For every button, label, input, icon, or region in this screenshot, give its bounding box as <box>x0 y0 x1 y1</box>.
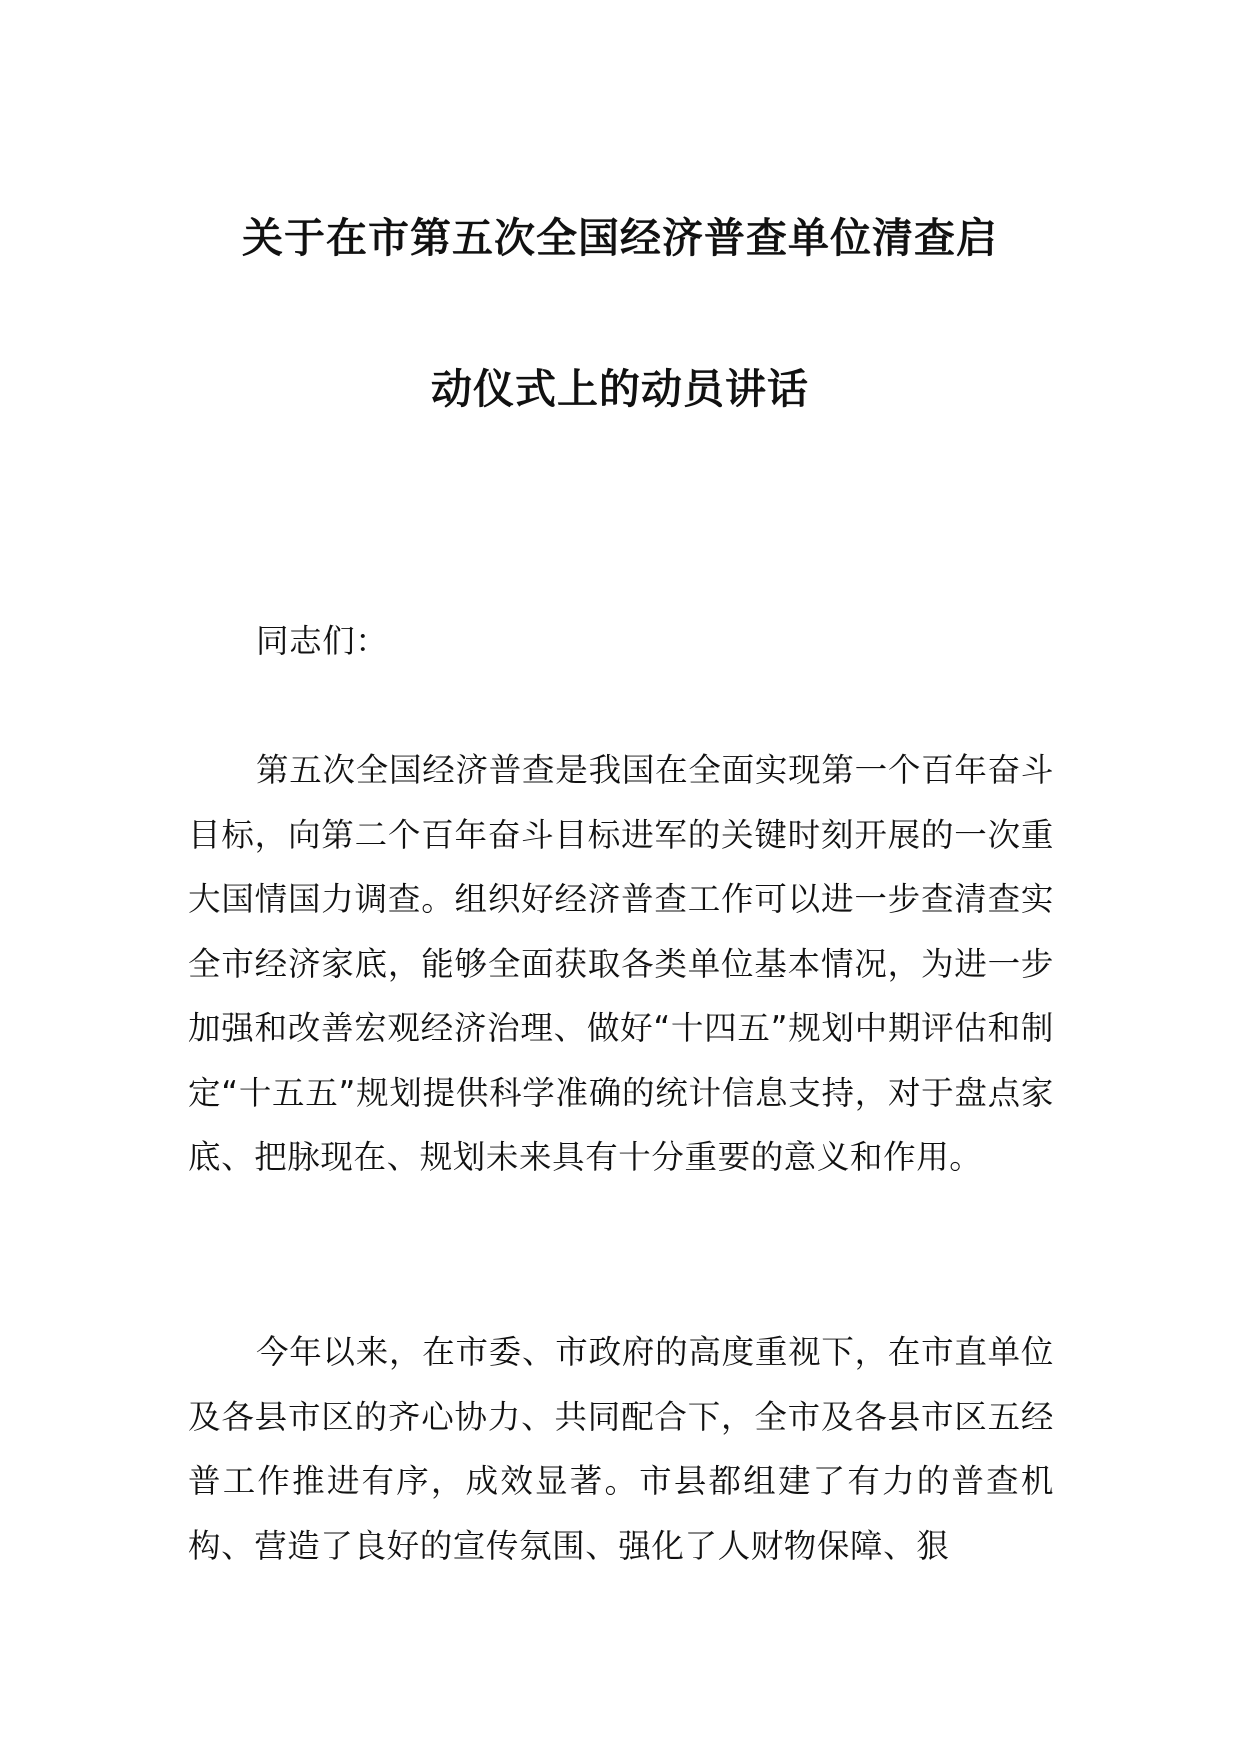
paragraph-2: 今年以来，在市委、市政府的高度重视下，在市直单位及各县市区的齐心协力、共同配合下，全市及各县市区五经普工作推进有序，成效显著。市县都组建了有力的普查机构、营造了良好的宣传氛围、强化了人财物保障、狠 <box>188 1333 1054 1565</box>
salutation: 同志们： <box>256 622 389 660</box>
document-title-line-1: 关于在市第五次全国经济普查单位清查启 <box>242 214 998 262</box>
paragraph-1: 第五次全国经济普查是我国在全面实现第一个百年奋斗目标，向第二个百年奋斗目标进军的关键时刻开展的一次重大国情国力调查。组织好经济普查工作可以进一步查清查实全市经济家底，能够全面获取各类单位基本情况，为进一步加强和改善宏观经济治理、做好“十四五”规划中期评估和制定“十五五”规划提供科学准确的统计信息支持，对于盘点家底、把脉现在、规划未来具有十分重要的意义和作用。 <box>188 751 1054 1176</box>
document-title-line-2: 动仪式上的动员讲话 <box>431 365 809 413</box>
